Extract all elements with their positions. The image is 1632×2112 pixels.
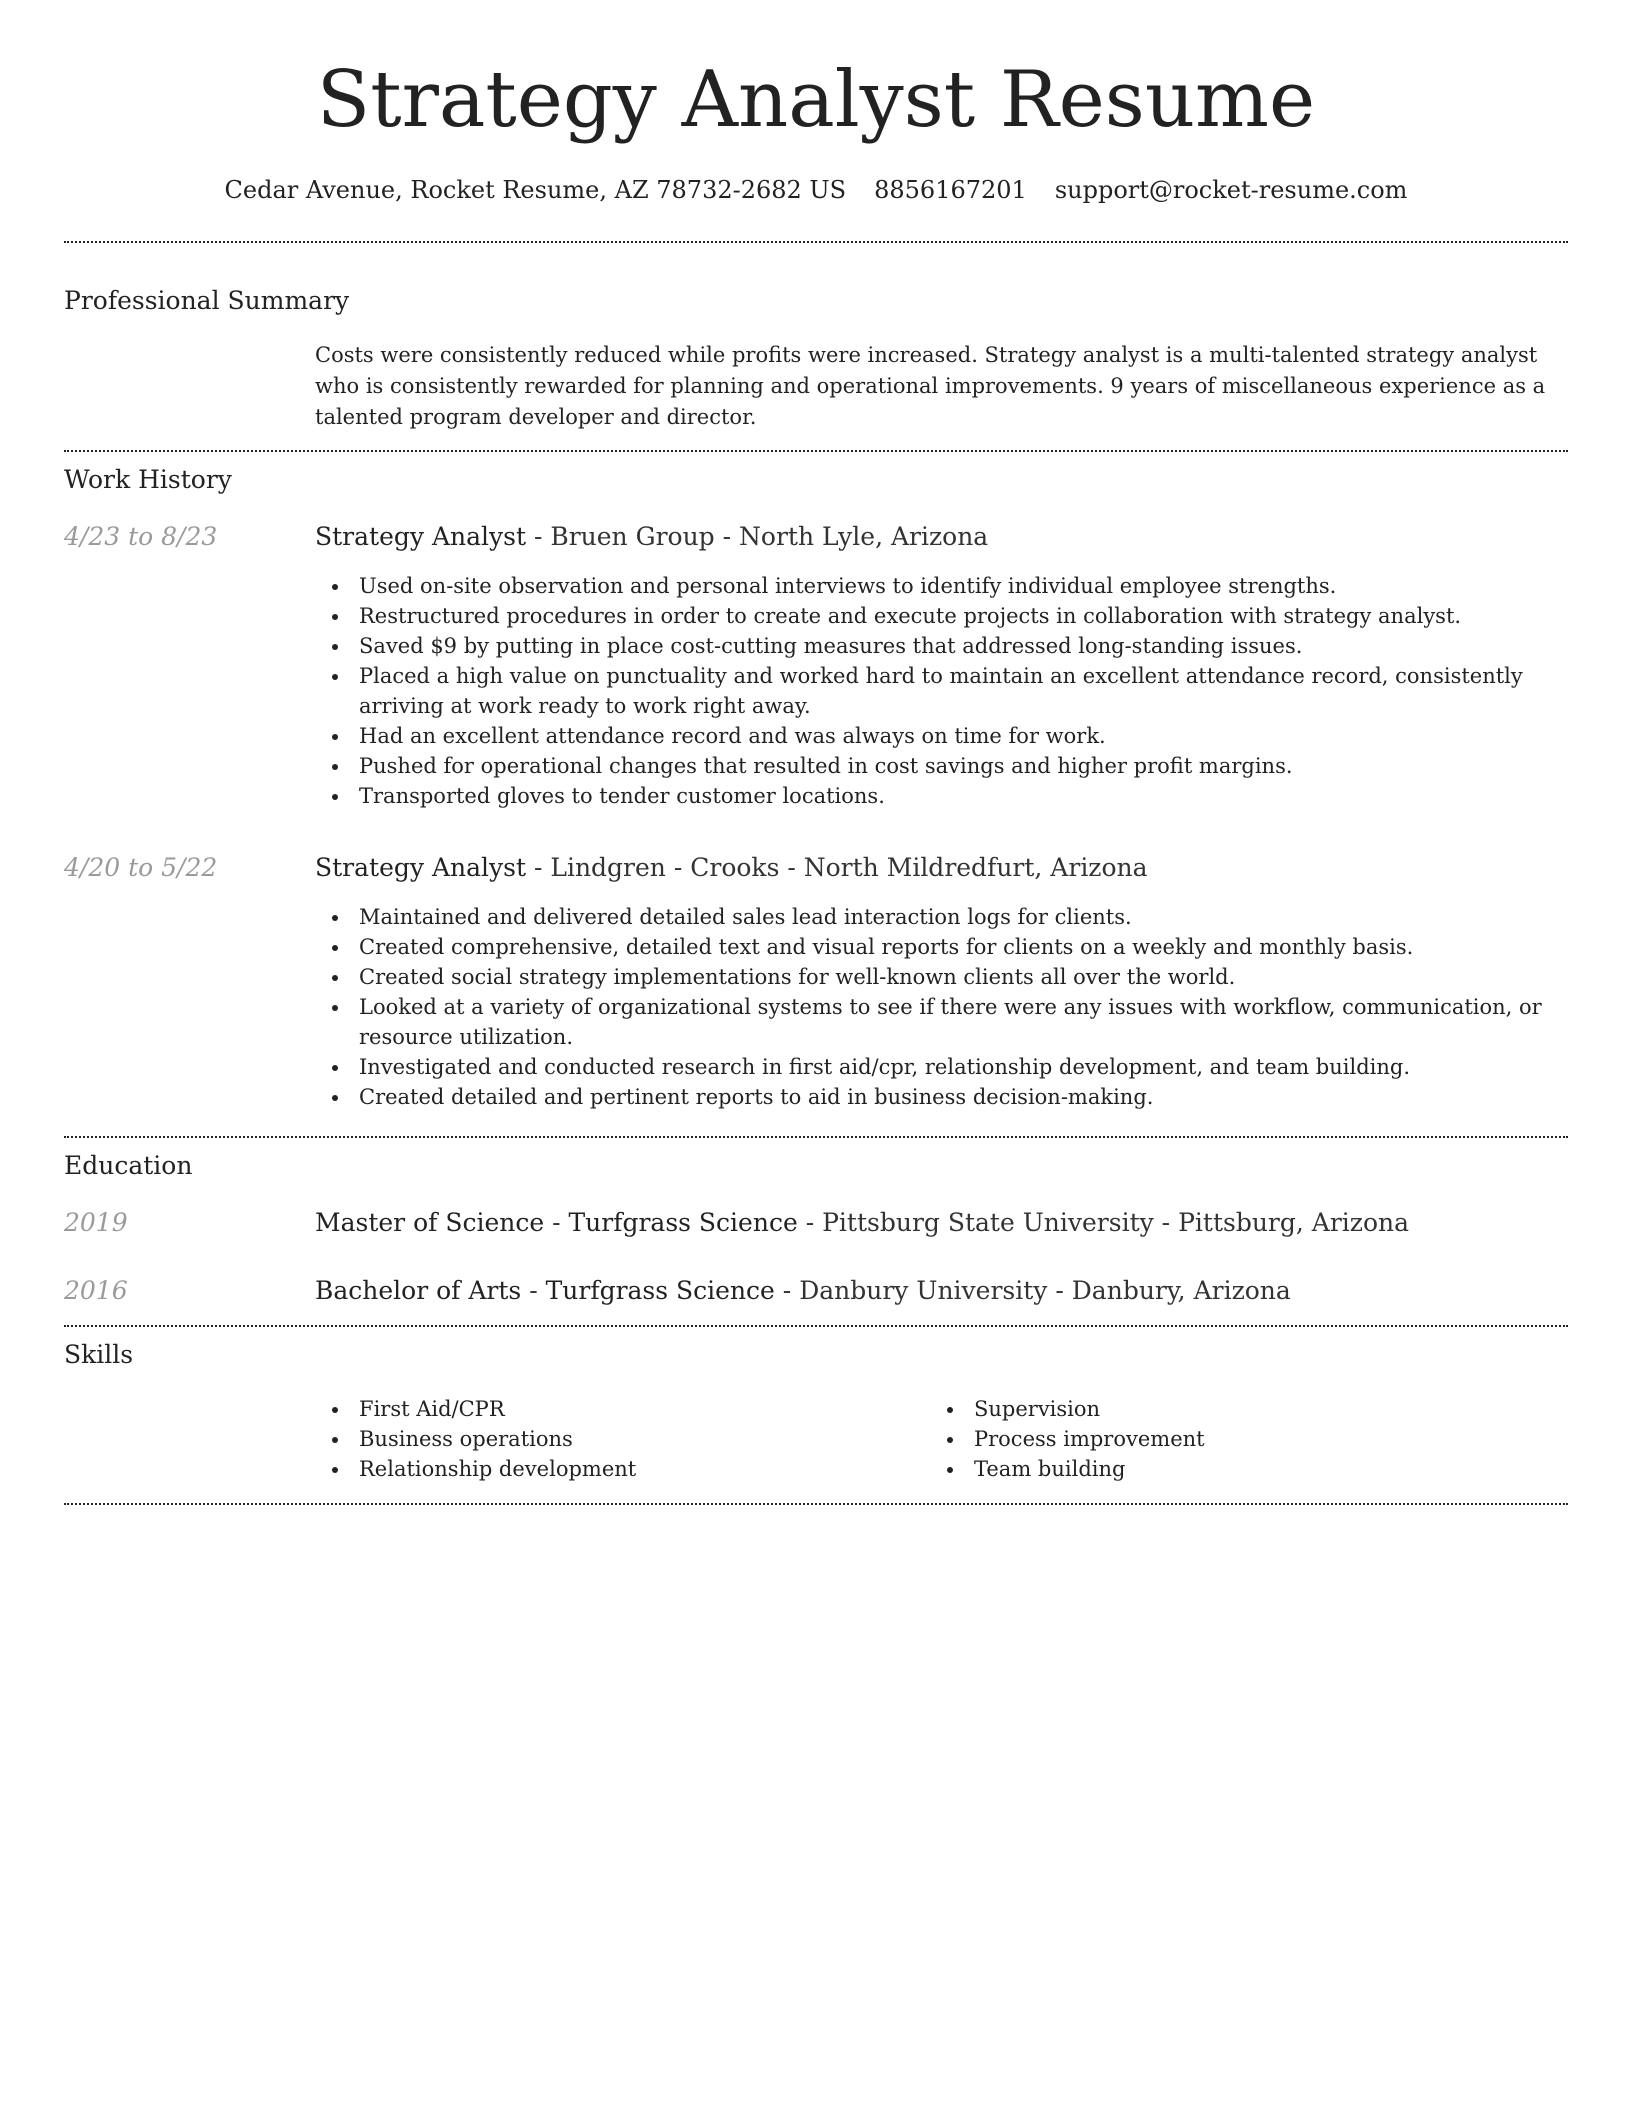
skills-section-title: Skills (64, 1340, 134, 1369)
skill-item: Team building (974, 1454, 1205, 1484)
heading-separator: - (797, 1208, 823, 1237)
education-year: 2019 (64, 1208, 128, 1237)
job-bullet: Created detailed and pertinent reports to aid in business decision-making. (359, 1082, 1565, 1112)
heading-separator: - (526, 522, 551, 551)
education-section-title: Education (64, 1151, 193, 1180)
education-degree: Master of Science (315, 1208, 545, 1237)
section-divider (64, 1503, 1568, 1505)
skill-item: Business operations (359, 1424, 636, 1454)
education-degree: Bachelor of Arts (315, 1276, 522, 1305)
education-location: Pittsburg, Arizona (1178, 1208, 1409, 1237)
heading-separator: - (521, 1276, 546, 1305)
job-bullet: Used on-site observation and personal interviews to identify individual employee strengths. (359, 571, 1565, 601)
summary-text: Costs were consistently reduced while profits were increased. Strategy analyst is a multi-talented strategy analyst who is consistently rewarded for planning and operational improvements. 9 years of miscellaneous experience as a talented program developer and director. (315, 343, 1546, 429)
job-heading (315, 519, 988, 555)
education-heading (315, 1205, 1409, 1241)
heading-separator: - (714, 522, 740, 551)
section-divider (64, 1136, 1568, 1138)
education-school: Pittsburg State University (822, 1208, 1154, 1237)
contact-address: Cedar Avenue, Rocket Resume, AZ 78732-2682 US (224, 176, 847, 204)
skills-list-left (315, 1394, 636, 1484)
job-dates: 4/23 to 8/23 (64, 522, 218, 551)
job-bullet: Created comprehensive, detailed text and visual reports for clients on a weekly and monthly basis. (359, 932, 1565, 962)
job-role: Strategy Analyst (315, 522, 526, 551)
job-bullet: Investigated and conducted research in first aid/cpr, relationship development, and team building. (359, 1052, 1565, 1082)
education-year: 2016 (64, 1276, 128, 1305)
job-bullet: Created social strategy implementations for well-known clients all over the world. (359, 962, 1565, 992)
job-company: Lindgren - Crooks (550, 853, 780, 882)
education-school: Danbury University (799, 1276, 1048, 1305)
heading-separator: - (1153, 1208, 1179, 1237)
skill-item: Relationship development (359, 1454, 636, 1484)
job-company: Bruen Group (550, 522, 715, 551)
contact-line (64, 170, 1568, 210)
job-role: Strategy Analyst (315, 853, 526, 882)
education-heading (315, 1273, 1291, 1309)
skill-item: Process improvement (974, 1424, 1205, 1454)
job-dates: 4/20 to 5/22 (64, 853, 218, 882)
skill-item: Supervision (974, 1394, 1205, 1424)
heading-separator: - (1047, 1276, 1072, 1305)
section-divider (64, 1325, 1568, 1327)
heading-separator: - (526, 853, 551, 882)
job-heading (315, 850, 1148, 886)
job-bullet: Placed a high value on punctuality and worked hard to maintain an excellent attendance record, consistently arriving at work ready to work right away. (359, 661, 1565, 721)
job-bullet-list (315, 902, 1565, 1112)
education-field: Turfgrass Science (545, 1276, 775, 1305)
heading-separator: - (544, 1208, 569, 1237)
work-section-title: Work History (64, 465, 232, 494)
job-location: North Mildredfurt, Arizona (803, 853, 1148, 882)
education-field: Turfgrass Science (568, 1208, 798, 1237)
job-bullet: Restructured procedures in order to create and execute projects in collaboration with strategy analyst. (359, 601, 1565, 631)
job-bullet: Maintained and delivered detailed sales lead interaction logs for clients. (359, 902, 1565, 932)
resume-title: Strategy Analyst Resume (316, 55, 1316, 145)
contact-phone: 8856167201 (874, 176, 1027, 204)
section-divider (64, 241, 1568, 243)
job-location: North Lyle, Arizona (739, 522, 989, 551)
job-bullet: Looked at a variety of organizational systems to see if there were any issues with workflow, communication, or resource utilization. (359, 992, 1565, 1052)
heading-separator: - (774, 1276, 800, 1305)
contact-email: support@rocket-resume.com (1054, 176, 1408, 204)
job-bullet: Pushed for operational changes that resulted in cost savings and higher profit margins. (359, 751, 1565, 781)
heading-separator: - (779, 853, 804, 882)
job-bullet: Transported gloves to tender customer locations. (359, 781, 1565, 811)
skill-item: First Aid/CPR (359, 1394, 636, 1424)
summary-section-title: Professional Summary (64, 286, 350, 315)
skills-list-right (930, 1394, 1205, 1484)
section-divider (64, 450, 1568, 452)
education-location: Danbury, Arizona (1071, 1276, 1291, 1305)
job-bullet: Saved $9 by putting in place cost-cutting measures that addressed long-standing issues. (359, 631, 1565, 661)
job-bullet-list (315, 571, 1565, 811)
job-bullet: Had an excellent attendance record and was always on time for work. (359, 721, 1565, 751)
